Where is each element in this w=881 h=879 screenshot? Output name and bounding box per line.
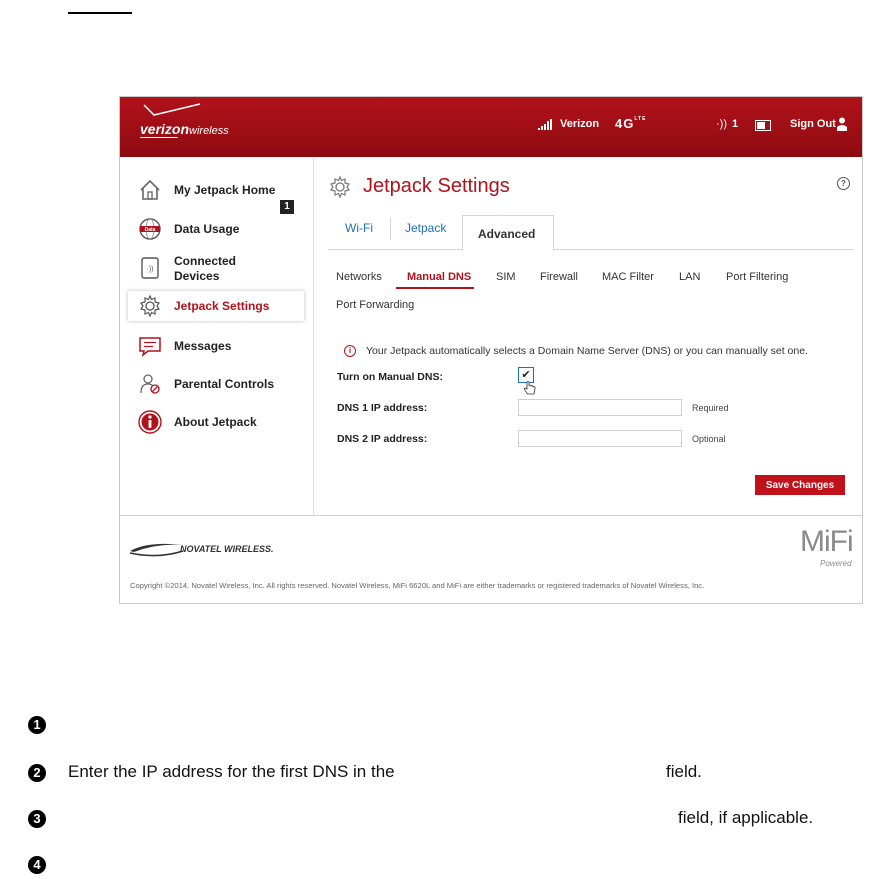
- copyright-text: Copyright ©2014. Novatel Wireless, Inc. All rights reserved. Novatel Wireless, MiFi 6620L and MiFi are either trademarks or registered trademarks of Novatel Wireless, Inc.: [130, 581, 705, 590]
- step-2-text-end: field.: [666, 762, 702, 781]
- step-1-number-icon: 1: [28, 716, 46, 734]
- save-changes-button[interactable]: Save Changes: [755, 475, 845, 495]
- device-icon: [138, 256, 162, 280]
- gear-icon: [328, 175, 352, 199]
- dns1-required-hint: Required: [692, 403, 729, 413]
- sidebar-item-label: Messages: [174, 339, 232, 353]
- signal-bars-icon: [538, 119, 552, 130]
- sidebar-item-label: Data Usage: [174, 222, 240, 236]
- subtab-active-underline: [396, 287, 474, 289]
- tab-wifi[interactable]: Wi-Fi: [345, 221, 373, 235]
- sidebar-item-jetpack-settings[interactable]: [128, 291, 304, 321]
- dns2-ip-input[interactable]: [518, 430, 682, 447]
- hand-cursor-icon: [523, 381, 536, 395]
- dns1-label: DNS 1 IP address:: [337, 402, 428, 414]
- sidebar-item-label: Parental Controls: [174, 377, 275, 391]
- data-globe-icon: [138, 217, 162, 241]
- subtab-lan[interactable]: LAN: [679, 271, 701, 283]
- sidebar-item-label: Jetpack Settings: [174, 299, 270, 313]
- sidebar-item-label: My Jetpack Home: [174, 183, 276, 197]
- logo-underline: [140, 137, 178, 138]
- subtab-mac-filter[interactable]: MAC Filter: [602, 271, 654, 283]
- connected-devices-badge: 1: [280, 200, 294, 214]
- sidebar-item-my-jetpack-home[interactable]: [128, 175, 304, 205]
- sign-out-link[interactable]: Sign Out: [790, 118, 836, 130]
- dns2-label: DNS 2 IP address:: [337, 433, 428, 445]
- wifi-icon: ·)): [716, 118, 727, 130]
- step-3-text-end: field, if applicable.: [678, 808, 814, 827]
- manual-dns-checkbox[interactable]: ✔: [518, 367, 534, 383]
- parental-icon: [138, 372, 162, 396]
- step-2-text: Enter the IP address for the first DNS in the: [68, 762, 395, 781]
- info-icon: i: [344, 345, 356, 357]
- label-line-1: Connected: [174, 254, 237, 268]
- house-icon: [138, 178, 162, 202]
- page-title: Jetpack Settings: [363, 175, 510, 197]
- tab-jetpack[interactable]: Jetpack: [405, 221, 447, 235]
- gear-icon: [138, 294, 162, 318]
- user-icon[interactable]: [837, 117, 847, 131]
- svg-text:·)): ·)): [146, 266, 154, 273]
- verizon-check-logo: [142, 103, 202, 117]
- jetpack-admin-screenshot: [119, 96, 863, 604]
- network-suffix: LTE: [634, 116, 647, 122]
- sidebar-item-parental-controls[interactable]: [128, 369, 304, 399]
- sidebar-item-label: [174, 254, 236, 284]
- subtab-sim[interactable]: SIM: [496, 271, 516, 283]
- tab-separator: [390, 218, 391, 240]
- footer-divider: [120, 515, 862, 516]
- mifi-powered-text: Powered: [820, 559, 852, 568]
- step-4-number-icon: 4: [28, 856, 46, 874]
- step-3-number-icon: 3: [28, 810, 46, 828]
- dns1-ip-input[interactable]: [518, 399, 682, 416]
- network-type-badge: [615, 116, 646, 131]
- label-line-2: Devices: [174, 269, 220, 283]
- subtab-port-forwarding[interactable]: Port Forwarding: [336, 299, 415, 311]
- battery-level: [757, 122, 765, 129]
- network-type-text: 4G: [615, 116, 635, 131]
- sidebar-item-about-jetpack[interactable]: [128, 407, 304, 437]
- connected-count: 1: [732, 118, 739, 130]
- heading-underline: [68, 12, 132, 14]
- top-bar: [120, 97, 862, 157]
- novatel-wireless-logo: NOVATEL WIRELESS.: [180, 544, 274, 554]
- dns-info-text: Your Jetpack automatically selects a Domain Name Server (DNS) or you can manually set one.: [366, 345, 808, 357]
- tabs-divider: [328, 249, 854, 250]
- subtab-manual-dns[interactable]: Manual DNS: [407, 271, 472, 283]
- logo-main-text: verizon: [140, 121, 190, 137]
- mifi-logo: MiFi: [800, 525, 853, 558]
- tab-advanced[interactable]: Advanced: [478, 227, 536, 241]
- message-icon: [138, 334, 162, 358]
- info-icon: [138, 410, 162, 434]
- subtab-port-filtering[interactable]: Port Filtering: [726, 271, 789, 283]
- sidebar-item-data-usage[interactable]: [128, 214, 304, 244]
- dns2-optional-hint: Optional: [692, 434, 726, 444]
- battery-icon: [755, 120, 771, 131]
- carrier-name: Verizon: [560, 118, 600, 130]
- logo-sub-text: wireless: [189, 125, 229, 137]
- sidebar-item-label: About Jetpack: [174, 415, 257, 429]
- manual-dns-label: Turn on Manual DNS:: [337, 371, 443, 383]
- svg-text:Data: Data: [144, 227, 156, 233]
- subtab-firewall[interactable]: Firewall: [540, 271, 578, 283]
- verizon-wireless-logo[interactable]: [140, 121, 229, 137]
- sidebar-item-messages[interactable]: [128, 331, 304, 361]
- step-2-number-icon: 2: [28, 764, 46, 782]
- sidebar-item-connected-devices[interactable]: [128, 253, 304, 283]
- help-icon[interactable]: ?: [837, 177, 850, 190]
- subtab-networks[interactable]: Networks: [336, 271, 382, 283]
